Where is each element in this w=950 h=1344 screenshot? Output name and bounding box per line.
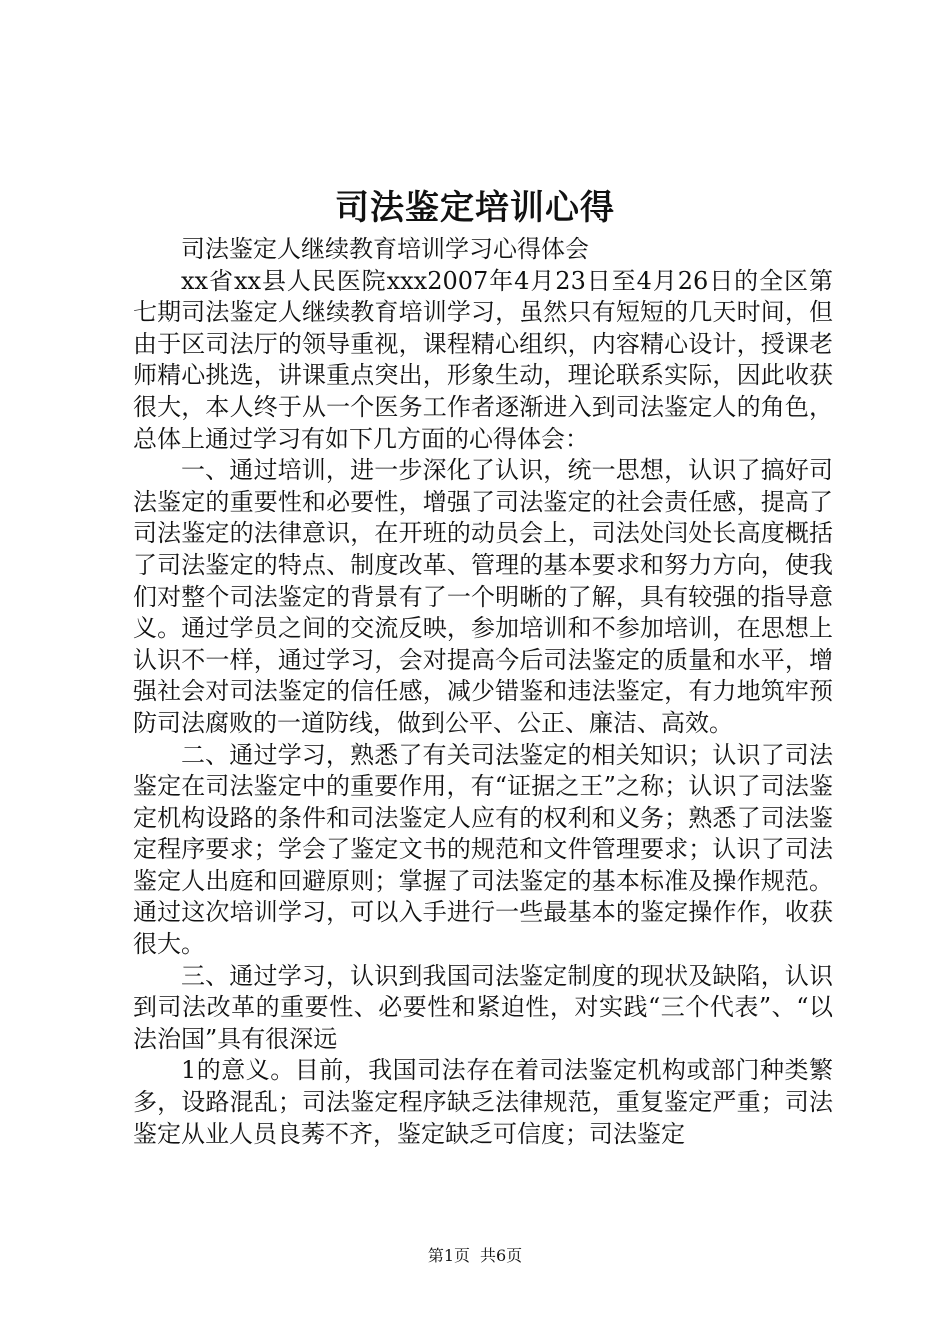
page-total: 共6页 (480, 1246, 523, 1265)
section-three-paragraph: 三、通过学习，认识到我国司法鉴定制度的现状及缺陷，认识到司法改革的重要性、必要性和紧迫性，对实践“三个代表”、“以法治国”具有很深远 (133, 961, 833, 1053)
page-number: 第1页 (427, 1246, 470, 1265)
page-footer (0, 1245, 950, 1267)
intro-paragraph: xx省xx县人民医院xxx2007年4月23日至4月26日的全区第七期司法鉴定人继续教育培训学习，虽然只有短短的几天时间，但由于区司法厅的领导重视，课程精心组织，内容精心设计，授课老师精心挑选，讲课重点突出，形象生动，理论联系实际，因此收获很大，本人终于从一个医务工作者逐渐进入到司法鉴定人的角色，总体上通过学习有如下几方面的心得体会： (133, 266, 833, 453)
continuation-paragraph: 1的意义。目前，我国司法存在着司法鉴定机构或部门种类繁多，设路混乱；司法鉴定程序缺乏法律规范，重复鉴定严重；司法鉴定从业人员良莠不齐，鉴定缺乏可信度；司法鉴定 (133, 1056, 833, 1148)
document-body (133, 234, 833, 1150)
document-title: 司法鉴定培训心得 (335, 188, 615, 228)
subtitle-paragraph: 司法鉴定人继续教育培训学习心得体会 (181, 235, 589, 263)
section-two-paragraph: 二、通过学习，熟悉了有关司法鉴定的相关知识；认识了司法鉴定在司法鉴定中的重要作用，有“证据之王”之称；认识了司法鉴定机构设路的条件和司法鉴定人应有的权利和义务；熟悉了司法鉴定程序要求；学会了鉴定文书的规范和文件管理要求；认识了司法鉴定人出庭和回避原则；掌握了司法鉴定的基本标准及操作规范。通过这次培训学习，可以入手进行一些最基本的鉴定操作作，收获很大。 (133, 740, 833, 959)
section-one-paragraph: 一、通过培训，进一步深化了认识，统一思想，认识了搞好司法鉴定的重要性和必要性，增强了司法鉴定的社会责任感，提高了司法鉴定的法律意识，在开班的动员会上，司法处闫处长高度概括了司法鉴定的特点、制度改革、管理的基本要求和努力方向，使我们对整个司法鉴定的背景有了一个明晰的了解，具有较强的指导意义。通过学员之间的交流反映，参加培训和不参加培训，在思想上认识不一样，通过学习，会对提高今后司法鉴定的质量和水平，增强社会对司法鉴定的信任感，减少错鉴和违法鉴定，有力地筑牢预防司法腐败的一道防线，做到公平、公正、廉洁、高效。 (133, 456, 833, 737)
